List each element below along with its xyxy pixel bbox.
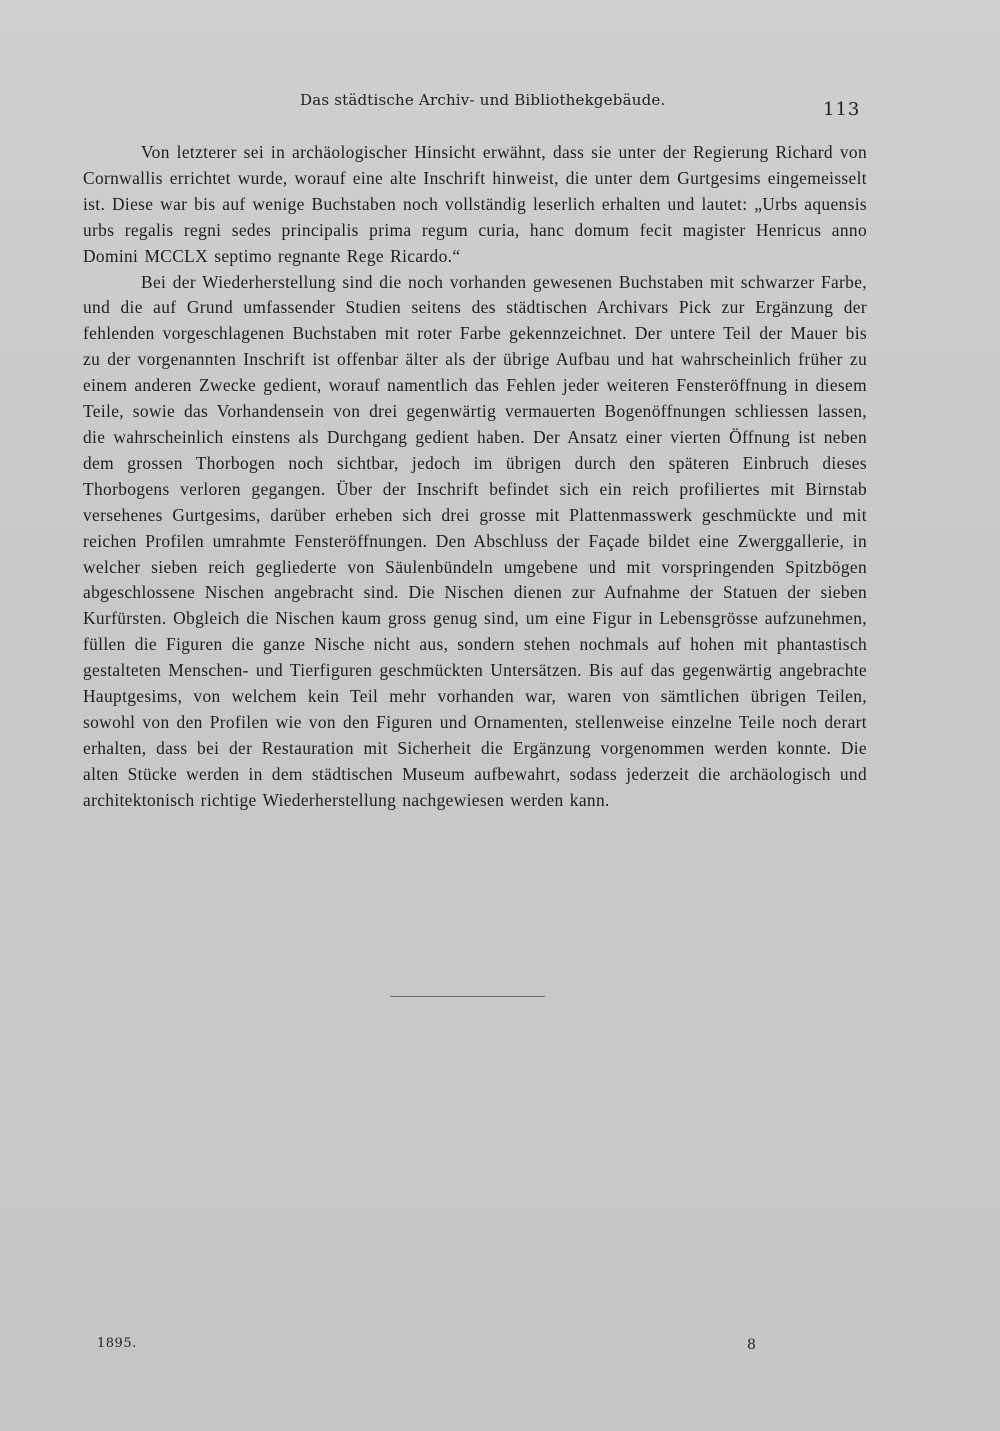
paragraph: Von letzterer sei in archäologischer Hinsicht erwähnt, dass sie unter der Regierung Richard von Cornwallis errichtet wurde, worauf eine alte Inschrift hinweist, die unter dem Gurtgesims eingemeisselt ist. Diese war bis auf wenige Buchstaben noch vollständig leserlich erhalten und lautet: „Urbs aquensis urbs regalis regni sedes principalis prima regum curia, hanc domum fecit magister Henricus anno Domini MCCLX septimo regnante Rege Ricardo.“ <box>83 142 867 266</box>
section-divider <box>390 996 545 997</box>
signature-mark: 8 <box>747 1337 756 1353</box>
page-number: 113 <box>823 99 861 120</box>
footer-year: 1895. <box>97 1336 137 1351</box>
body-text <box>83 140 867 814</box>
paragraph: Bei der Wiederherstellung sind die noch vorhanden gewesenen Buchstaben mit schwarzer Farbe, und die auf Grund umfassender Studien seitens des städtischen Archivars Pick zur Ergänzung der fehlenden vorgeschlagenen Buchstaben mit roter Farbe gekennzeichnet. Der untere Teil der Mauer bis zu der vorgenannten Inschrift ist offenbar älter als der übrige Aufbau und hat wahrscheinlich früher zu einem anderen Zwecke gedient, worauf namentlich das Fehlen jeder weiteren Fensteröffnung in diesem Teile, sowie das Vorhandensein von drei gegenwärtig vermauerten Bogenöffnungen schliessen lassen, die wahrscheinlich einstens als Durchgang gedient haben. Der Ansatz einer vierten Öffnung ist neben dem grossen Thorbogen noch sichtbar, jedoch im übrigen durch den späteren Einbruch dieses Thorbogens verloren gegangen. Über der Inschrift befindet sich ein reich profiliertes mit Birnstab versehenes Gurtgesims, darüber erheben sich drei grosse mit Plattenmasswerk geschmückte und mit reichen Profilen umrahmte Fensteröffnungen. Den Abschluss der Façade bildet eine Zwerggallerie, in welcher sieben reich gegliederte von Säulenbündeln umgebene und mit vorspringenden Spitzbögen abgeschlossene Nischen angebracht sind. Die Nischen dienen zur Aufnahme der Statuen der sieben Kurfürsten. Obgleich die Nischen kaum gross genug sind, um eine Figur in Lebensgrösse aufzunehmen, füllen die Figuren die ganze Nische nicht aus, sondern stehen nochmals auf hohen mit phantastisch gestalteten Menschen- und Tierfiguren geschmückten Untersätzen. Bis auf das gegenwärtig angebrachte Hauptgesims, von welchem kein Teil mehr vorhanden war, waren von sämtlichen übrigen Teilen, sowohl von den Profilen wie von den Figuren und Ornamenten, stellenweise einzelne Teile noch derart erhalten, dass bei der Restauration mit Sicherheit die Ergänzung vorgenommen werden konnte. Die alten Stücke werden in dem städtischen Museum aufbewahrt, sodass jederzeit die archäologisch und architektonisch richtige Wiederherstellung nachgewiesen werden kann. <box>83 271 867 810</box>
running-title: Das städtische Archiv- und Bibliothekgebäude. <box>300 91 666 109</box>
